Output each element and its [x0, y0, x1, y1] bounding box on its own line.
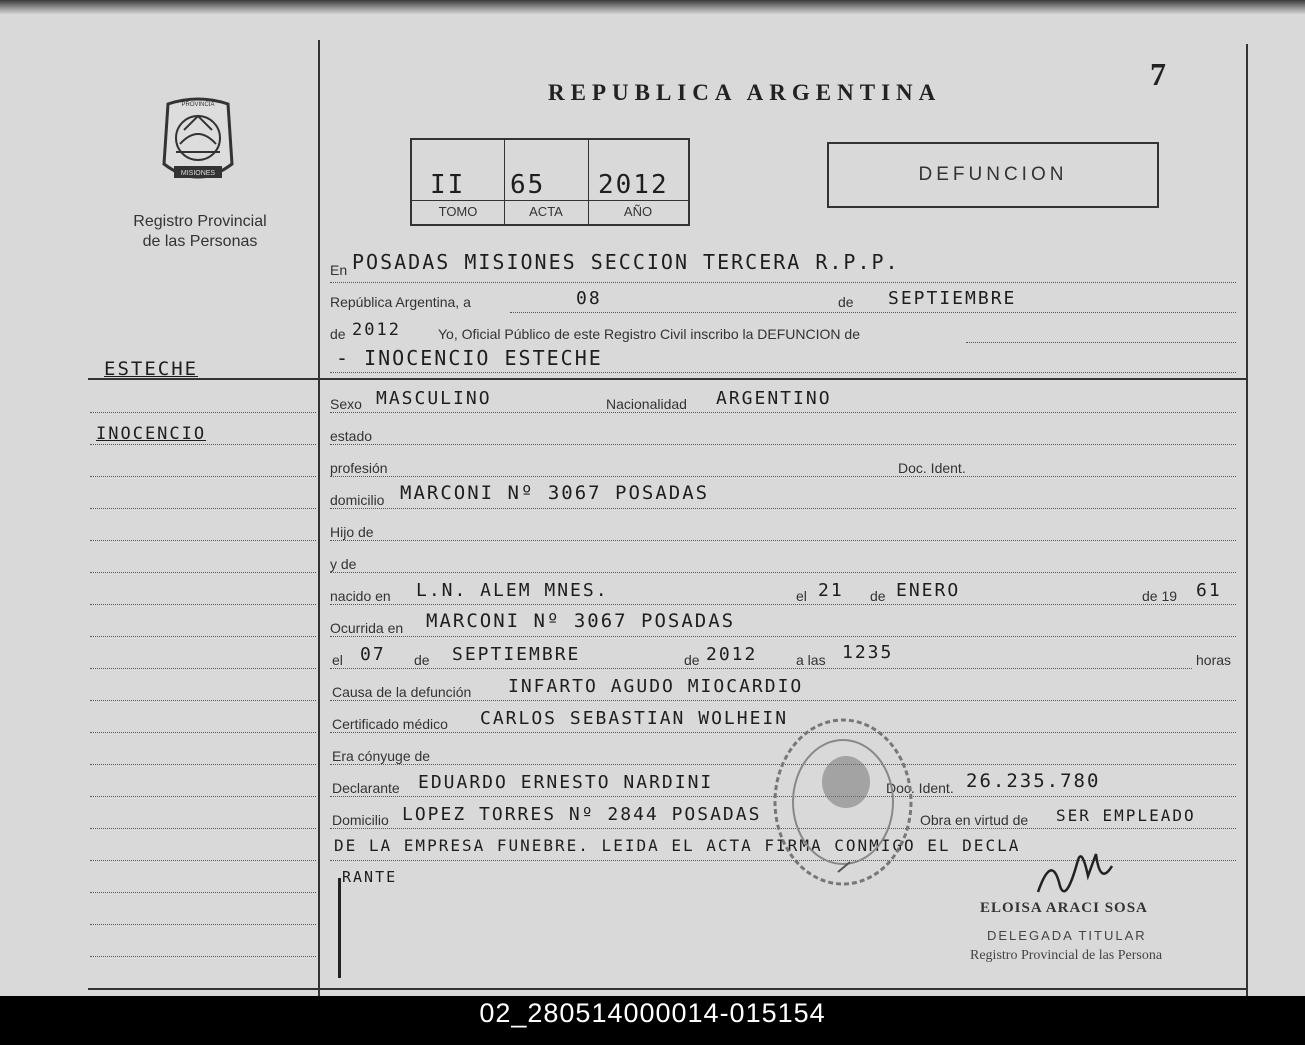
act-type-box — [827, 142, 1159, 208]
birth-year: 61 — [1196, 580, 1222, 601]
domicilio-value: MARCONI Nº 3067 POSADAS — [400, 482, 710, 504]
section-divider — [88, 378, 1248, 380]
logo-bottom-text: MISIONES — [180, 170, 216, 177]
right-border — [1246, 44, 1248, 996]
declarante-doc-label: Doc. Ident. — [886, 780, 954, 796]
de-label: de — [838, 294, 854, 310]
nacido-label: nacido en — [330, 588, 391, 604]
y-de-label: y de — [330, 556, 357, 572]
death-year: 2012 — [706, 644, 758, 665]
profesion-label: profesión — [330, 460, 388, 476]
birth-day: 21 — [818, 580, 844, 601]
tomo-value: II — [430, 170, 466, 200]
anio-value: 2012 — [598, 170, 669, 200]
place-value: POSADAS MISIONES SECCION TERCERA R.P.P. — [352, 250, 900, 274]
conyuge-label: Era cónyuge de — [332, 748, 431, 764]
a-las-label: a las — [796, 652, 826, 668]
statement-text: Yo, Oficial Público de este Registro Civil inscribo la DEFUNCION de — [438, 326, 860, 342]
record-number-box — [410, 138, 690, 226]
nacionalidad-value: ARGENTINO — [716, 388, 832, 409]
birth-de-label: de — [870, 588, 886, 604]
horas-label: horas — [1196, 652, 1232, 668]
de-19-label: de 19 — [1142, 588, 1178, 604]
domicilio-label: domicilio — [330, 492, 385, 508]
ocurrida-label: Ocurrida en — [330, 620, 404, 636]
official-office: Registro Provincial de las Persona — [970, 948, 1163, 963]
doc-ident-label: Doc. Ident. — [898, 460, 966, 476]
death-el-label: el — [332, 652, 343, 668]
continuation-line-1: DE LA EMPRESA FUNEBRE. LEIDA EL ACTA FIRMA CONMIGO EL DECLA — [334, 836, 1021, 855]
signature-icon — [1030, 846, 1120, 906]
scan-shadow — [0, 0, 1305, 14]
declarante-doc-value: 26.235.780 — [966, 770, 1101, 792]
obra-value: SER EMPLEADO — [1056, 806, 1196, 825]
acta-value: 65 — [510, 170, 546, 200]
country-title: REPUBLICA ARGENTINA — [548, 80, 942, 105]
declarante-value: EDUARDO ERNESTO NARDINI — [418, 772, 714, 793]
margin-given-name: INOCENCIO — [96, 424, 207, 444]
registry-name — [110, 212, 290, 252]
acta-label: ACTA — [529, 204, 563, 219]
ocurrida-value: MARCONI Nº 3067 POSADAS — [426, 610, 736, 632]
en-label: En — [330, 262, 348, 278]
declarante-domicilio-label: Domicilio — [332, 812, 389, 828]
registration-month: SEPTIEMBRE — [888, 288, 1017, 309]
registry-line-1: Registro Provincial — [133, 213, 267, 230]
continuation-line-2: RANTE — [342, 868, 398, 886]
official-title: DELEGADA TITULAR — [987, 928, 1147, 943]
anio-label: AÑO — [623, 204, 653, 219]
registry-line-2: de las Personas — [142, 233, 258, 250]
margin-surname: ESTECHE — [104, 358, 199, 380]
hijo-label: Hijo de — [330, 524, 374, 540]
de-year-label: de — [330, 326, 346, 342]
causa-value: INFARTO AGUDO MIOCARDIO — [508, 676, 804, 697]
registration-year: 2012 — [352, 320, 401, 340]
deceased-name: - INOCENCIO ESTECHE — [336, 346, 603, 370]
bottom-border — [88, 988, 1248, 990]
death-day: 07 — [360, 644, 386, 665]
death-de2-label: de — [684, 652, 700, 668]
certificado-label: Certificado médico — [332, 716, 448, 732]
act-type-label: DEFUNCION — [918, 164, 1068, 185]
obra-label: Obra en virtud de — [920, 812, 1029, 828]
tomo-label: TOMO — [438, 204, 478, 219]
death-month: SEPTIEMBRE — [452, 644, 581, 665]
death-de-label: de — [414, 652, 430, 668]
official-seal-icon — [768, 712, 918, 892]
official-name: ELOISA ARACI SOSA — [980, 900, 1148, 916]
sexo-value: MASCULINO — [376, 388, 492, 409]
nacionalidad-label: Nacionalidad — [606, 396, 687, 412]
causa-label: Causa de la defunción — [332, 684, 472, 700]
birth-el-label: el — [796, 588, 807, 604]
sexo-label: Sexo — [330, 396, 362, 412]
birth-month: ENERO — [896, 580, 961, 601]
declarante-label: Declarante — [332, 780, 400, 796]
misiones-coat-of-arms-icon — [150, 94, 246, 190]
death-time: 1235 — [842, 642, 894, 663]
estado-label: estado — [330, 428, 373, 444]
republica-label: República Argentina, a — [330, 294, 471, 310]
certificado-value: CARLOS SEBASTIAN WOLHEIN — [480, 708, 789, 729]
closing-stroke — [338, 878, 341, 978]
page-number: 7 — [1150, 56, 1166, 92]
logo-top-text: PROVINCIA — [181, 102, 215, 108]
nacido-value: L.N. ALEM MNES. — [416, 580, 609, 601]
margin-divider — [318, 40, 320, 996]
declarante-domicilio-value: LOPEZ TORRES Nº 2844 POSADAS — [402, 804, 762, 825]
registration-day: 08 — [576, 288, 602, 309]
scan-id: 02_280514000014-015154 — [479, 998, 826, 1028]
